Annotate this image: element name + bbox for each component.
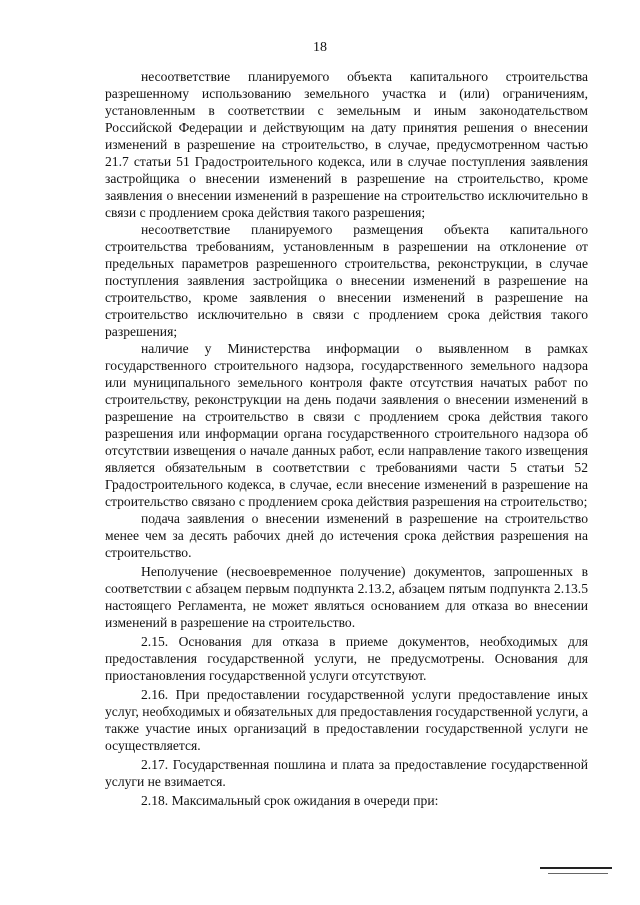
paragraph-section-2-18: 2.18. Максимальный срок ожидания в очереди при: [141,793,439,808]
paragraph-3: наличие у Министерства информации о выявленном в рамках государственного строительного надзора, государственного земельного надзора или муниципального земельного контроля факте отсутствия начатых работ по строительству, реконструкции на день подачи заявления о внесении изменений в разрешение на строительство в связи с продлением срока действия такого разрешения или информации органа государственного строительного надзора об отсутствии извещения о начале данных работ, если направление такого извещения является обязательным в соответствии с требованиями части 5 статьи 52 Градостроительного кодекса, в случае, если внесение изменений в разрешение на строительство связано с продлением срока действия разрешения на строительство; [105,341,588,509]
page-number: 18 [313,40,327,55]
paragraph-section-2-16: 2.16. При предоставлении государственной услуги предоставление иных услуг, необходимых и обязательных для предоставления государственной услуги, а также участие иных организаций в предоставлении государственной услуги не осуществляется. [105,687,588,753]
paragraph-1: несоответствие планируемого объекта капитального строительства разрешенному использованию земельного участка и (или) ограничениям, установленным в соответствии с земельным и иным законодательством Российской Федерации и действующим на дату принятия решения о внесении изменений в разрешение на строительство, в случае, предусмотренном частью 21.7 статьи 51 Градостроительного кодекса, или в случае поступления заявления застройщика о внесении изменений в разрешение на строительство, кроме заявления о внесении изменений в разрешение на строительство исключительно в связи с продлением срока действия такого разрешения; [105,69,588,220]
document-body [105,68,588,809]
paragraph-section-2-15: 2.15. Основания для отказа в приеме документов, необходимых для предоставления государственной услуги, не предусмотрены. Основания для приостановления государственной услуги отсутствуют. [105,634,588,683]
paragraph-4: подача заявления о внесении изменений в разрешение на строительство менее чем за десять рабочих дней до истечения срока действия разрешения на строительство. [105,511,588,560]
paragraph-section-2-17: 2.17. Государственная пошлина и плата за предоставление государственной услуги не взимается. [105,757,588,789]
scan-mark-line-secondary [548,873,608,874]
scan-mark-line [540,867,612,869]
paragraph-5: Неполучение (несвоевременное получение) документов, запрошенных в соответствии с абзацем первым подпункта 2.13.2, абзацем пятым подпункта 2.13.5 настоящего Регламента, не может являться основанием для отказа во внесении изменений в разрешение на строительство. [105,564,588,630]
paragraph-2: несоответствие планируемого размещения объекта капитального строительства требованиям, установленным в разрешении на отклонение от предельных параметров разрешенного строительства, реконструкции, в случае поступления заявления застройщика о внесении изменений в разрешение на строительство, кроме заявления о внесении изменений в разрешение на строительство исключительно в связи с продлением срока действия такого разрешения; [105,222,588,339]
